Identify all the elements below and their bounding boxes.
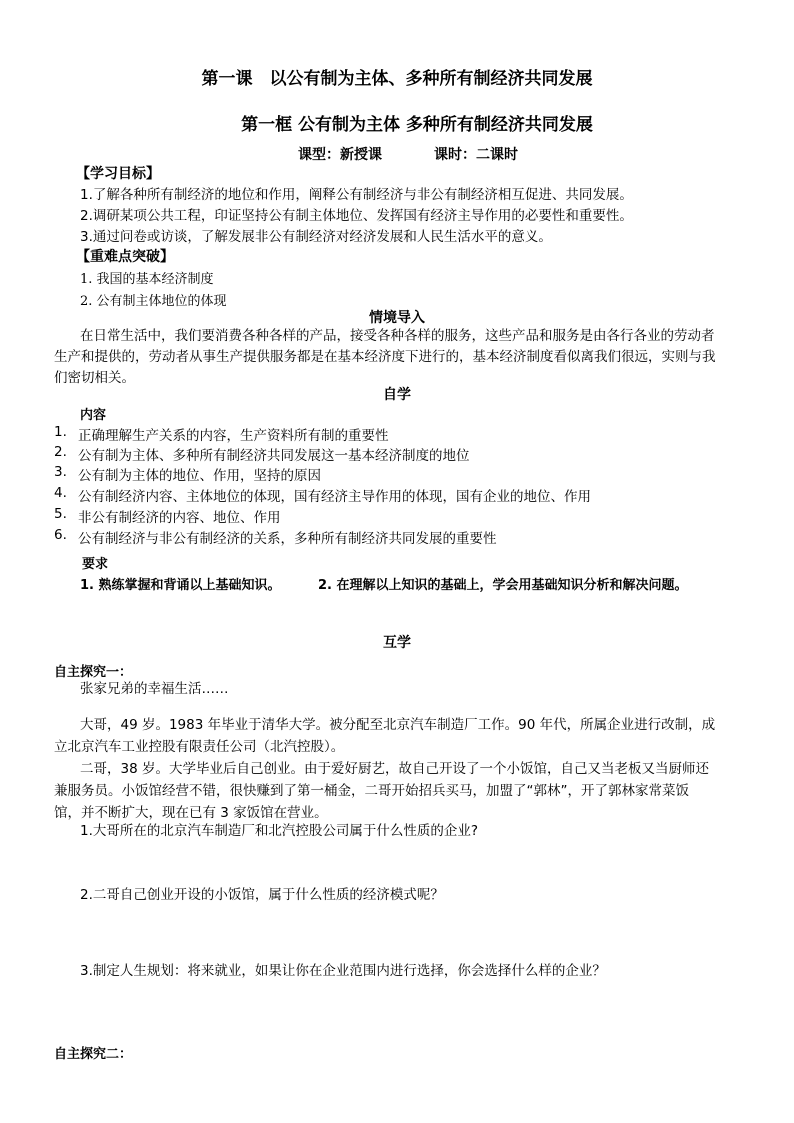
objectives-heading: 【学习目标】 — [76, 166, 160, 182]
objective-item: 1.了解各种所有制经济的地位和作用，阐释公有制经济与非公有制经济相互促进、共同发展。 — [80, 187, 633, 203]
second-brother-line: 馆，并不断扩大，现在已有 3 家饭馆在营业。 — [54, 805, 328, 821]
key-points-heading: 【重难点突破】 — [76, 249, 174, 265]
intro-paragraph-line: 在日常生活中，我们要消费各种各样的产品，接受各种各样的服务，这些产品和服务是由各行各业的劳动者 — [80, 328, 715, 344]
second-brother-line: 二哥，38 岁。大学毕业后自己创业。由于爱好厨艺，故自己开设了一个小饭馆，自己又当老板又当厨师还 — [80, 761, 709, 777]
objective-item: 3.通过问卷或访谈，了解发展非公有制经济对经济发展和人民生活水平的意义。 — [80, 229, 552, 245]
course-type: 课型：新授课 — [298, 147, 382, 163]
section-title: 第一框 公有制为主体 多种所有制经济共同发展 — [241, 115, 593, 135]
inquiry-two-label: 自主探究二： — [54, 1047, 133, 1062]
objective-item: 2.调研某项公共工程，印证坚持公有制主体地位、发挥国有经济主导作用的必要性和重要性。 — [80, 208, 633, 224]
question-1: 1.大哥所在的北京汽车制造厂和北汽控股公司属于什么性质的企业? — [80, 823, 479, 839]
requirement-item: 2. 在理解以上知识的基础上，学会用基础知识分析和解决问题。 — [318, 578, 688, 593]
content-item-text: 非公有制经济的内容、地位、作用 — [78, 510, 281, 526]
intro-paragraph-line: 们密切相关。 — [54, 370, 135, 386]
requirement-item: 1. 熟练掌握和背诵以上基础知识。 — [80, 578, 281, 593]
question-3: 3.制定人生规划：将来就业，如果让你在企业范围内进行选择，你会选择什么样的企业？ — [80, 963, 606, 979]
second-brother-line: 兼服务员。小饭馆经营不错，很快赚到了第一桶金，二哥开始招兵买马，加盟了“郭林”，开了郭林家常菜饭 — [54, 783, 689, 799]
content-item-number: 6. — [54, 527, 67, 543]
content-item-number: 2. — [54, 444, 67, 460]
content-item-number: 5. — [54, 506, 67, 522]
content-item-text: 公有制经济与非公有制经济的关系，多种所有制经济共同发展的重要性 — [78, 531, 497, 547]
content-item-text: 公有制为主体的地位、作用，坚持的原因 — [78, 468, 321, 484]
content-item-number: 4. — [54, 485, 67, 501]
requirements-label: 要求 — [82, 557, 109, 572]
question-2: 2.二哥自己创业开设的小饭馆，属于什么性质的经济模式呢？ — [80, 887, 444, 903]
content-item-text: 正确理解生产关系的内容，生产资料所有制的重要性 — [78, 428, 389, 444]
elder-brother-line: 大哥，49 岁。1983 年毕业于清华大学。被分配至北京汽车制造厂工作。90 年代，所属企业进行改制，成 — [80, 717, 716, 733]
intro-paragraph-line: 生产和提供的，劳动者从事生产提供服务都是在基本经济度下进行的，基本经济制度看似离我们很远，实则与我 — [54, 349, 716, 365]
content-item-number: 3. — [54, 464, 67, 480]
lesson-title: 第一课 以公有制为主体、多种所有制经济共同发展 — [201, 69, 593, 89]
story-title: 张家兄弟的幸福生活…… — [80, 681, 229, 697]
self-study-heading: 自学 — [383, 387, 411, 403]
mutual-study-heading: 互学 — [383, 635, 411, 651]
key-point-item: 1. 我国的基本经济制度 — [80, 272, 214, 287]
class-hours: 课时：二课时 — [434, 147, 518, 163]
content-item-text: 公有制经济内容、主体地位的体现，国有经济主导作用的体现，国有企业的地位、作用 — [78, 489, 591, 505]
inquiry-one-label: 自主探究一： — [54, 665, 133, 680]
key-point-item: 2. 公有制主体地位的体现 — [80, 294, 227, 309]
intro-heading: 情境导入 — [369, 310, 425, 326]
content-item-text: 公有制为主体、多种所有制经济共同发展这一基本经济制度的地位 — [78, 448, 470, 464]
elder-brother-line: 立北京汽车工业控股有限责任公司（北汽控股）。 — [54, 739, 345, 755]
content-label: 内容 — [80, 408, 107, 423]
content-item-number: 1. — [54, 424, 67, 440]
